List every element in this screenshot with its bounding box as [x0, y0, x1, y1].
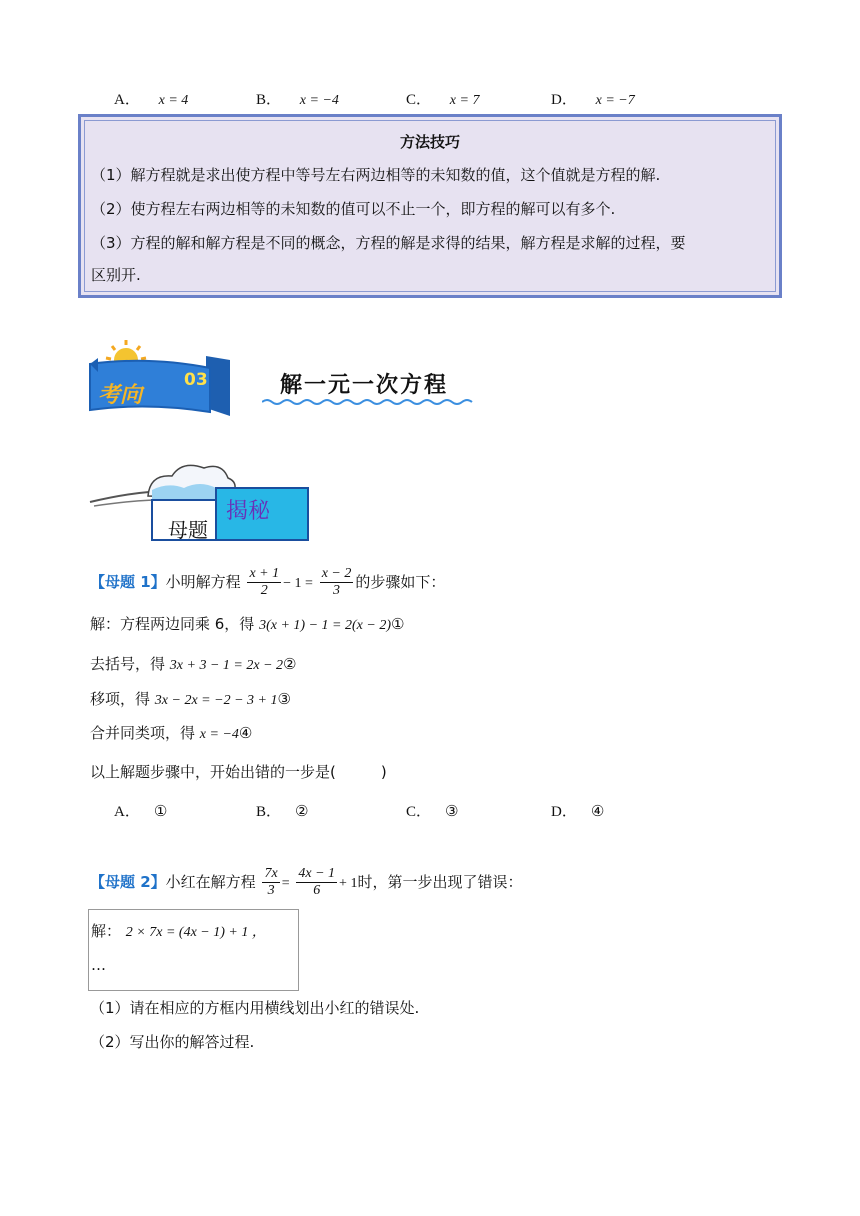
q1-step-4-expr: x = −4: [199, 727, 239, 742]
choice-letter: C．: [406, 92, 432, 108]
choice-letter: D．: [551, 804, 577, 820]
choice-letter: B．: [256, 804, 282, 820]
q1-step-2-text: 去括号，得: [90, 655, 166, 673]
method-tip-1: （1）解方程就是求出使方程中等号左右两边相等的未知数的值，这个值就是方程的解.: [91, 166, 661, 184]
choice-value: ③: [445, 802, 459, 820]
title-underline-wave: [262, 398, 474, 406]
q1-choice-c: [406, 800, 458, 821]
q1-step-1-expr: 3(x + 1) − 1 = 2(x − 2): [259, 618, 391, 633]
choice-expr: x = 4: [158, 93, 189, 108]
section-badge-text: 考向: [98, 383, 143, 408]
choice-letter: A．: [114, 804, 140, 820]
solution-ellipsis: …: [91, 956, 106, 974]
q2-plus: + 1: [339, 876, 358, 891]
q2-fraction-1: $\frac{7x}{3}$: [264, 866, 278, 898]
q1-step-3: [90, 687, 291, 713]
method-tip-3-cont: 区别开.: [91, 266, 141, 284]
choice-letter: C．: [406, 804, 432, 820]
choice-value: ④: [590, 802, 605, 820]
section-title: 解一元一次方程: [280, 373, 449, 398]
q1-step-3-mark: ③: [277, 690, 291, 708]
choice-d: [551, 88, 635, 109]
choice-expr: x = 7: [449, 93, 480, 108]
choice-a: [114, 88, 188, 109]
solution-box[interactable]: [88, 909, 299, 991]
choice-expr: x = −7: [595, 93, 635, 108]
q1-step-2-expr: 3x + 3 − 1 = 2x − 2: [169, 658, 284, 673]
q2-fraction-2: $\frac{4x - 1}{6}$: [298, 866, 336, 898]
method-tips-title: 方法技巧: [399, 133, 460, 151]
choice-letter: D．: [551, 92, 577, 108]
q1-choice-a: [114, 800, 167, 821]
q1-choice-d: [551, 800, 604, 821]
q1-statement: [90, 564, 445, 602]
solution-line-1: [91, 920, 266, 941]
q1-choice-b: [256, 800, 308, 821]
q2-part-1: （1）请在相应的方框内用横线划出小红的错误处.: [90, 999, 420, 1017]
choice-letter: B．: [256, 92, 282, 108]
q1-step-1-text: 解：方程两边同乘 6，得: [90, 615, 255, 633]
section-banner: [88, 338, 238, 422]
q2-label: 【母题 2】: [90, 873, 166, 891]
q1-step-1: [90, 612, 404, 638]
q1-eq-mid: − 1 =: [283, 576, 313, 591]
q1-fraction-2: $\frac{x - 2}{3}$: [321, 566, 352, 598]
q1-intro: 小明解方程: [165, 573, 241, 591]
choice-value: ①: [153, 802, 168, 820]
method-tips-box: [78, 114, 782, 298]
q1-intro-tail: 的步骤如下：: [355, 573, 446, 591]
q1-question: 以上解题步骤中，开始出错的一步是( ): [90, 763, 387, 781]
q1-step-2-mark: ②: [283, 655, 297, 673]
q2-eq: =: [281, 876, 290, 891]
method-tip-3: （3）方程的解和解方程是不同的概念，方程的解是求得的结果，解方程是求解的过程，要: [91, 234, 686, 252]
choice-letter: A．: [114, 92, 140, 108]
q1-step-1-mark: ①: [390, 615, 405, 633]
q1-step-4-text: 合并同类项，得: [90, 724, 196, 742]
solution-label: 解：: [91, 922, 122, 940]
choice-c: [406, 88, 479, 109]
choice-expr: x = −4: [299, 93, 339, 108]
q1-step-3-text: 移项，得: [90, 690, 151, 708]
q2-intro-tail: 时，第一步出现了错误：: [357, 873, 523, 891]
solution-expr: 2 × 7x = (4x − 1) + 1 ，: [125, 925, 266, 940]
q1-step-2: [90, 652, 296, 678]
q2-intro: 小红在解方程: [165, 873, 256, 891]
choice-b: [256, 88, 339, 109]
q1-step-3-expr: 3x − 2x = −2 − 3 + 1: [154, 693, 278, 708]
reveal-left-text: 母题: [168, 518, 208, 542]
q1-step-4-mark: ④: [238, 724, 253, 742]
q1-step-4: [90, 721, 252, 747]
reveal-right-text: 揭秘: [226, 499, 271, 524]
q1-fraction-1: $\frac{x + 1}{2}$: [249, 566, 280, 598]
section-badge-number: 03: [184, 370, 208, 390]
method-tip-2: （2）使方程左右两边相等的未知数的值可以不止一个，即方程的解可以有多个.: [91, 200, 616, 218]
choice-value: ②: [295, 802, 309, 820]
q1-label: 【母题 1】: [90, 573, 166, 591]
q2-part-2: （2）写出你的解答过程.: [90, 1033, 255, 1051]
q2-statement: [90, 864, 522, 902]
reveal-badge: [88, 458, 310, 548]
